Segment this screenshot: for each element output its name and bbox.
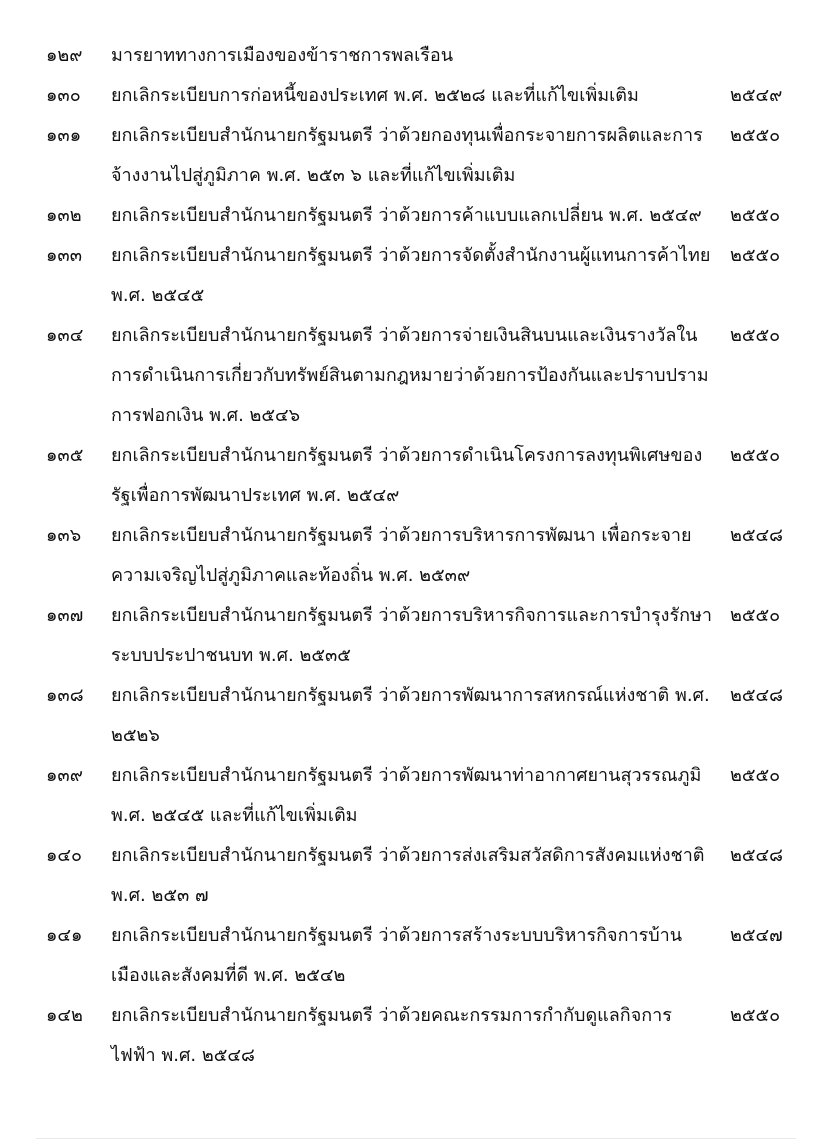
item-title: ยกเลิกระเบียบสำนักนายกรัฐมนตรี ว่าด้วยการจัดตั้งสำนักงานผู้แทนการค้าไทย พ.ศ. ๒๕๔๕ bbox=[111, 245, 711, 306]
item-number: ๑๔๑ bbox=[46, 925, 83, 946]
item-year: ๒๕๔๘ bbox=[730, 525, 783, 546]
list-item bbox=[0, 676, 828, 756]
item-title: ยกเลิกระเบียบสำนักนายกรัฐมนตรี ว่าด้วยการค้าแบบแลกเปลี่ยน พ.ศ. ๒๕๔๙ bbox=[111, 205, 702, 226]
item-title: ยกเลิกระเบียบสำนักนายกรัฐมนตรี ว่าด้วยการบริหารการพัฒนา เพื่อกระจายความเจริญไปสู่ภูมิภาคและท้องถิ่น พ.ศ. ๒๕๓๙ bbox=[111, 525, 692, 586]
item-number: ๑๓๔ bbox=[46, 325, 84, 346]
item-number: ๑๓๓ bbox=[46, 245, 83, 266]
item-year: ๒๕๕๐ bbox=[730, 765, 781, 786]
list-item bbox=[0, 916, 828, 996]
regulation-list bbox=[0, 36, 828, 1076]
item-year: ๒๕๕๐ bbox=[730, 605, 781, 626]
item-title: ยกเลิกระเบียบสำนักนายกรัฐมนตรี ว่าด้วยการพัฒนาการสหกรณ์แห่งชาติ พ.ศ. ๒๕๒๖ bbox=[111, 685, 710, 746]
list-item bbox=[0, 756, 828, 836]
page-bottom-divider bbox=[36, 1138, 796, 1139]
item-year: ๒๕๔๙ bbox=[730, 85, 783, 106]
item-title: ยกเลิกระเบียบสำนักนายกรัฐมนตรี ว่าด้วยกองทุนเพื่อกระจายการผลิตและการจ้างงานไปสู่ภูมิภาค พ.ศ. ๒๕๓ ๖ และที่แก้ไขเพิ่มเติม bbox=[111, 125, 703, 186]
item-number: ๑๔๒ bbox=[46, 1005, 83, 1026]
item-year: ๒๕๕๐ bbox=[730, 205, 781, 226]
item-year: ๒๕๔๗ bbox=[730, 925, 783, 946]
list-item bbox=[0, 436, 828, 516]
list-item bbox=[0, 316, 828, 436]
item-number: ๑๓๗ bbox=[46, 605, 84, 626]
item-title: ยกเลิกระเบียบสำนักนายกรัฐมนตรี ว่าด้วยการจ่ายเงินสินบนและเงินรางวัลในการดำเนินการเกี่ยวกับทรัพย์สินตามกฎหมายว่าด้วยการป้องกันและปราบปรามการฟอกเงิน พ.ศ. ๒๕๔๖ bbox=[111, 325, 709, 426]
item-year: ๒๕๕๐ bbox=[730, 325, 781, 346]
item-year: ๒๕๔๘ bbox=[730, 845, 783, 866]
item-year: ๒๕๕๐ bbox=[730, 245, 781, 266]
item-title: มารยาททางการเมืองของข้าราชการพลเรือน bbox=[111, 45, 454, 66]
item-year: ๒๕๕๐ bbox=[730, 445, 781, 466]
item-number: ๑๔๐ bbox=[46, 845, 83, 866]
item-title: ยกเลิกระเบียบสำนักนายกรัฐมนตรี ว่าด้วยการพัฒนาท่าอากาศยานสุวรรณภูมิ พ.ศ. ๒๕๔๕ และที่แก้ไขเพิ่มเติม bbox=[111, 765, 702, 826]
item-number: ๑๓๑ bbox=[46, 125, 82, 146]
item-year: ๒๕๕๐ bbox=[730, 1005, 781, 1026]
item-title: ยกเลิกระเบียบสำนักนายกรัฐมนตรี ว่าด้วยการส่งเสริมสวัสดิการสังคมแห่งชาติ พ.ศ. ๒๕๓ ๗ bbox=[111, 845, 705, 906]
item-number: ๑๓๖ bbox=[46, 525, 82, 546]
list-item bbox=[0, 236, 828, 316]
list-item bbox=[0, 996, 828, 1076]
item-number: ๑๓๐ bbox=[46, 85, 81, 106]
item-number: ๑๓๙ bbox=[46, 765, 83, 786]
item-title: ยกเลิกระเบียบสำนักนายกรัฐมนตรี ว่าด้วยการสร้างระบบบริหารกิจการบ้านเมืองและสังคมที่ดี พ.ศ. ๒๕๔๒ bbox=[111, 925, 683, 986]
list-item bbox=[0, 76, 828, 116]
item-title: ยกเลิกระเบียบสำนักนายกรัฐมนตรี ว่าด้วยการบริหารกิจการและการบำรุงรักษาระบบประปาชนบท พ.ศ. ๒๕๓๕ bbox=[111, 605, 713, 666]
item-number: ๑๓๘ bbox=[46, 685, 84, 706]
item-number: ๑๓๒ bbox=[46, 205, 82, 226]
item-title: ยกเลิกระเบียบสำนักนายกรัฐมนตรี ว่าด้วยคณะกรรมการกำกับดูแลกิจการไฟฟ้า พ.ศ. ๒๕๔๘ bbox=[111, 1005, 672, 1066]
list-item bbox=[0, 196, 828, 236]
item-year: ๒๕๕๐ bbox=[730, 125, 781, 146]
item-number: ๑๓๕ bbox=[46, 445, 84, 466]
item-title: ยกเลิกระเบียบสำนักนายกรัฐมนตรี ว่าด้วยการดำเนินโครงการลงทุนพิเศษของรัฐเพื่อการพัฒนาประเทศ พ.ศ. ๒๕๔๙ bbox=[111, 445, 703, 506]
list-item bbox=[0, 116, 828, 196]
list-item bbox=[0, 36, 828, 76]
item-title: ยกเลิกระเบียบการก่อหนี้ของประเทศ พ.ศ. ๒๕๒๘ และที่แก้ไขเพิ่มเติม bbox=[111, 85, 639, 106]
list-item bbox=[0, 516, 828, 596]
item-number: ๑๒๙ bbox=[46, 45, 83, 66]
list-item bbox=[0, 596, 828, 676]
item-year: ๒๕๔๘ bbox=[730, 685, 783, 706]
list-item bbox=[0, 836, 828, 916]
